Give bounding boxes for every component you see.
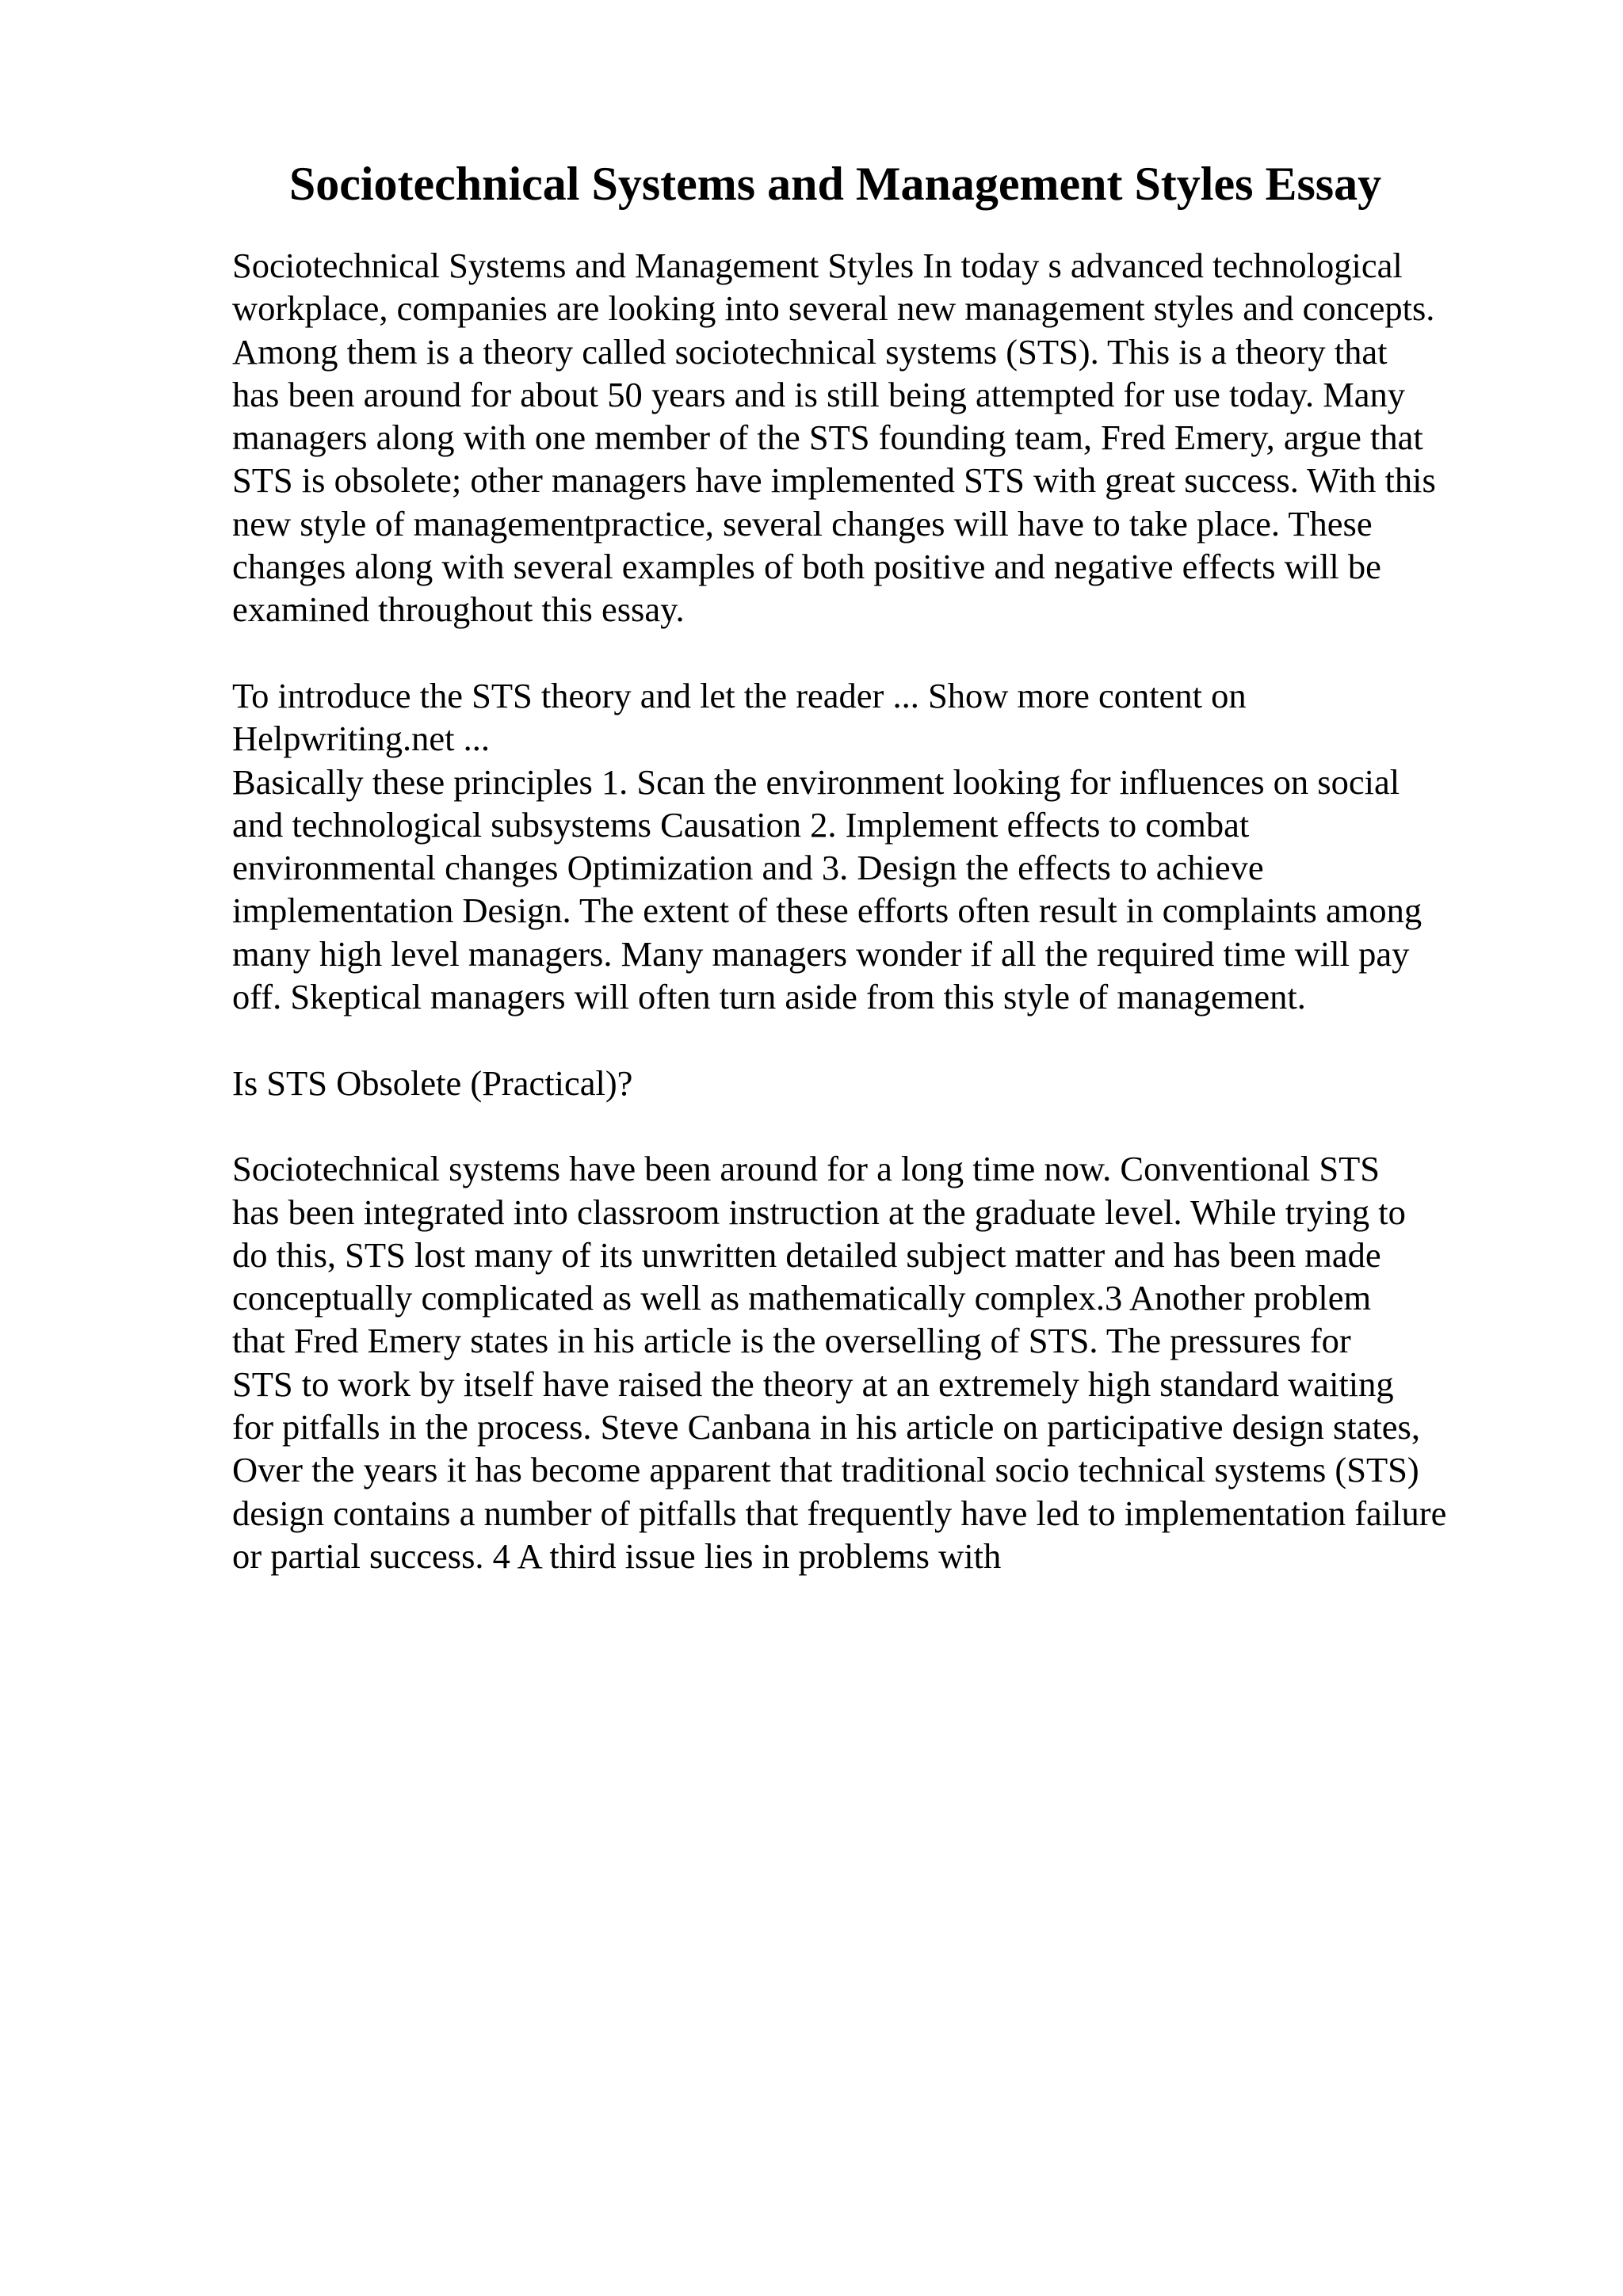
- document-body: [232, 244, 1516, 1577]
- text-line: Sociotechnical systems have been around for a long time now. Conventional STS: [232, 1149, 1381, 1189]
- text-line: To introduce the STS theory and let the reader ... Show more content on: [232, 675, 1247, 715]
- paragraph-intro: [232, 244, 1516, 631]
- text-line: Over the years it has become apparent that traditional socio technical systems (STS): [232, 1450, 1419, 1490]
- text-line: for pitfalls in the process. Steve Canbana in his article on participative design states,: [232, 1407, 1420, 1447]
- text-line: and technological subsystems Causation 2. Implement effects to combat: [232, 804, 1250, 845]
- text-line: STS is obsolete; other managers have implemented STS with great success. With this: [232, 460, 1436, 501]
- text-line: Among them is a theory called sociotechnical systems (STS). This is a theory that: [232, 331, 1388, 372]
- paragraph-principles: [232, 674, 1516, 1018]
- text-line: or partial success. 4 A third issue lies in problems with: [232, 1535, 1002, 1576]
- text-line: design contains a number of pitfalls that frequently have led to implementation failure: [232, 1493, 1447, 1533]
- text-line: implementation Design. The extent of these efforts often result in complaints among: [232, 891, 1423, 931]
- paragraph-spacer: [232, 1018, 1516, 1061]
- text-line: Helpwriting.net ...: [232, 719, 491, 759]
- text-line: Sociotechnical Systems and Management Styles In today s advanced technological: [232, 246, 1403, 285]
- paragraph-spacer: [232, 631, 1516, 674]
- text-line: has been integrated into classroom instruction at the graduate level. While trying to: [232, 1192, 1406, 1232]
- text-line: has been around for about 50 years and is still being attempted for use today. Many: [232, 374, 1406, 414]
- text-line: off. Skeptical managers will often turn aside from this style of management.: [232, 977, 1306, 1017]
- text-line: workplace, companies are looking into several new management styles and concepts.: [232, 288, 1435, 329]
- text-line: Basically these principles 1. Scan the environment looking for influences on social: [232, 761, 1400, 802]
- text-line: many high level managers. Many managers wonder if all the required time will pay: [232, 933, 1410, 974]
- text-line: managers along with one member of the STS founding team, Fred Emery, argue that: [232, 418, 1423, 458]
- paragraph-spacer: [232, 1104, 1516, 1147]
- text-line: new style of managementpractice, several changes will have to take place. These: [232, 503, 1373, 543]
- text-line: that Fred Emery states in his article is the overselling of STS. The pressures for: [232, 1321, 1351, 1361]
- text-line: STS to work by itself have raised the theory at an extremely high standard waiting: [232, 1363, 1394, 1404]
- text-line: do this, STS lost many of its unwritten detailed subject matter and has been made: [232, 1234, 1381, 1275]
- text-line: environmental changes Optimization and 3. Design the effects to achieve: [232, 848, 1264, 888]
- text-line: examined throughout this essay.: [232, 589, 685, 630]
- section-heading: [232, 1062, 1516, 1104]
- text-line: changes along with several examples of both positive and negative effects will be: [232, 547, 1381, 587]
- text-line: conceptually complicated as well as mathematically complex.3 Another problem: [232, 1278, 1372, 1318]
- text-line: Is STS Obsolete (Practical)?: [232, 1062, 633, 1103]
- document-title: Sociotechnical Systems and Management Styles Essay: [288, 158, 1382, 210]
- paragraph-obsolete: [232, 1147, 1516, 1577]
